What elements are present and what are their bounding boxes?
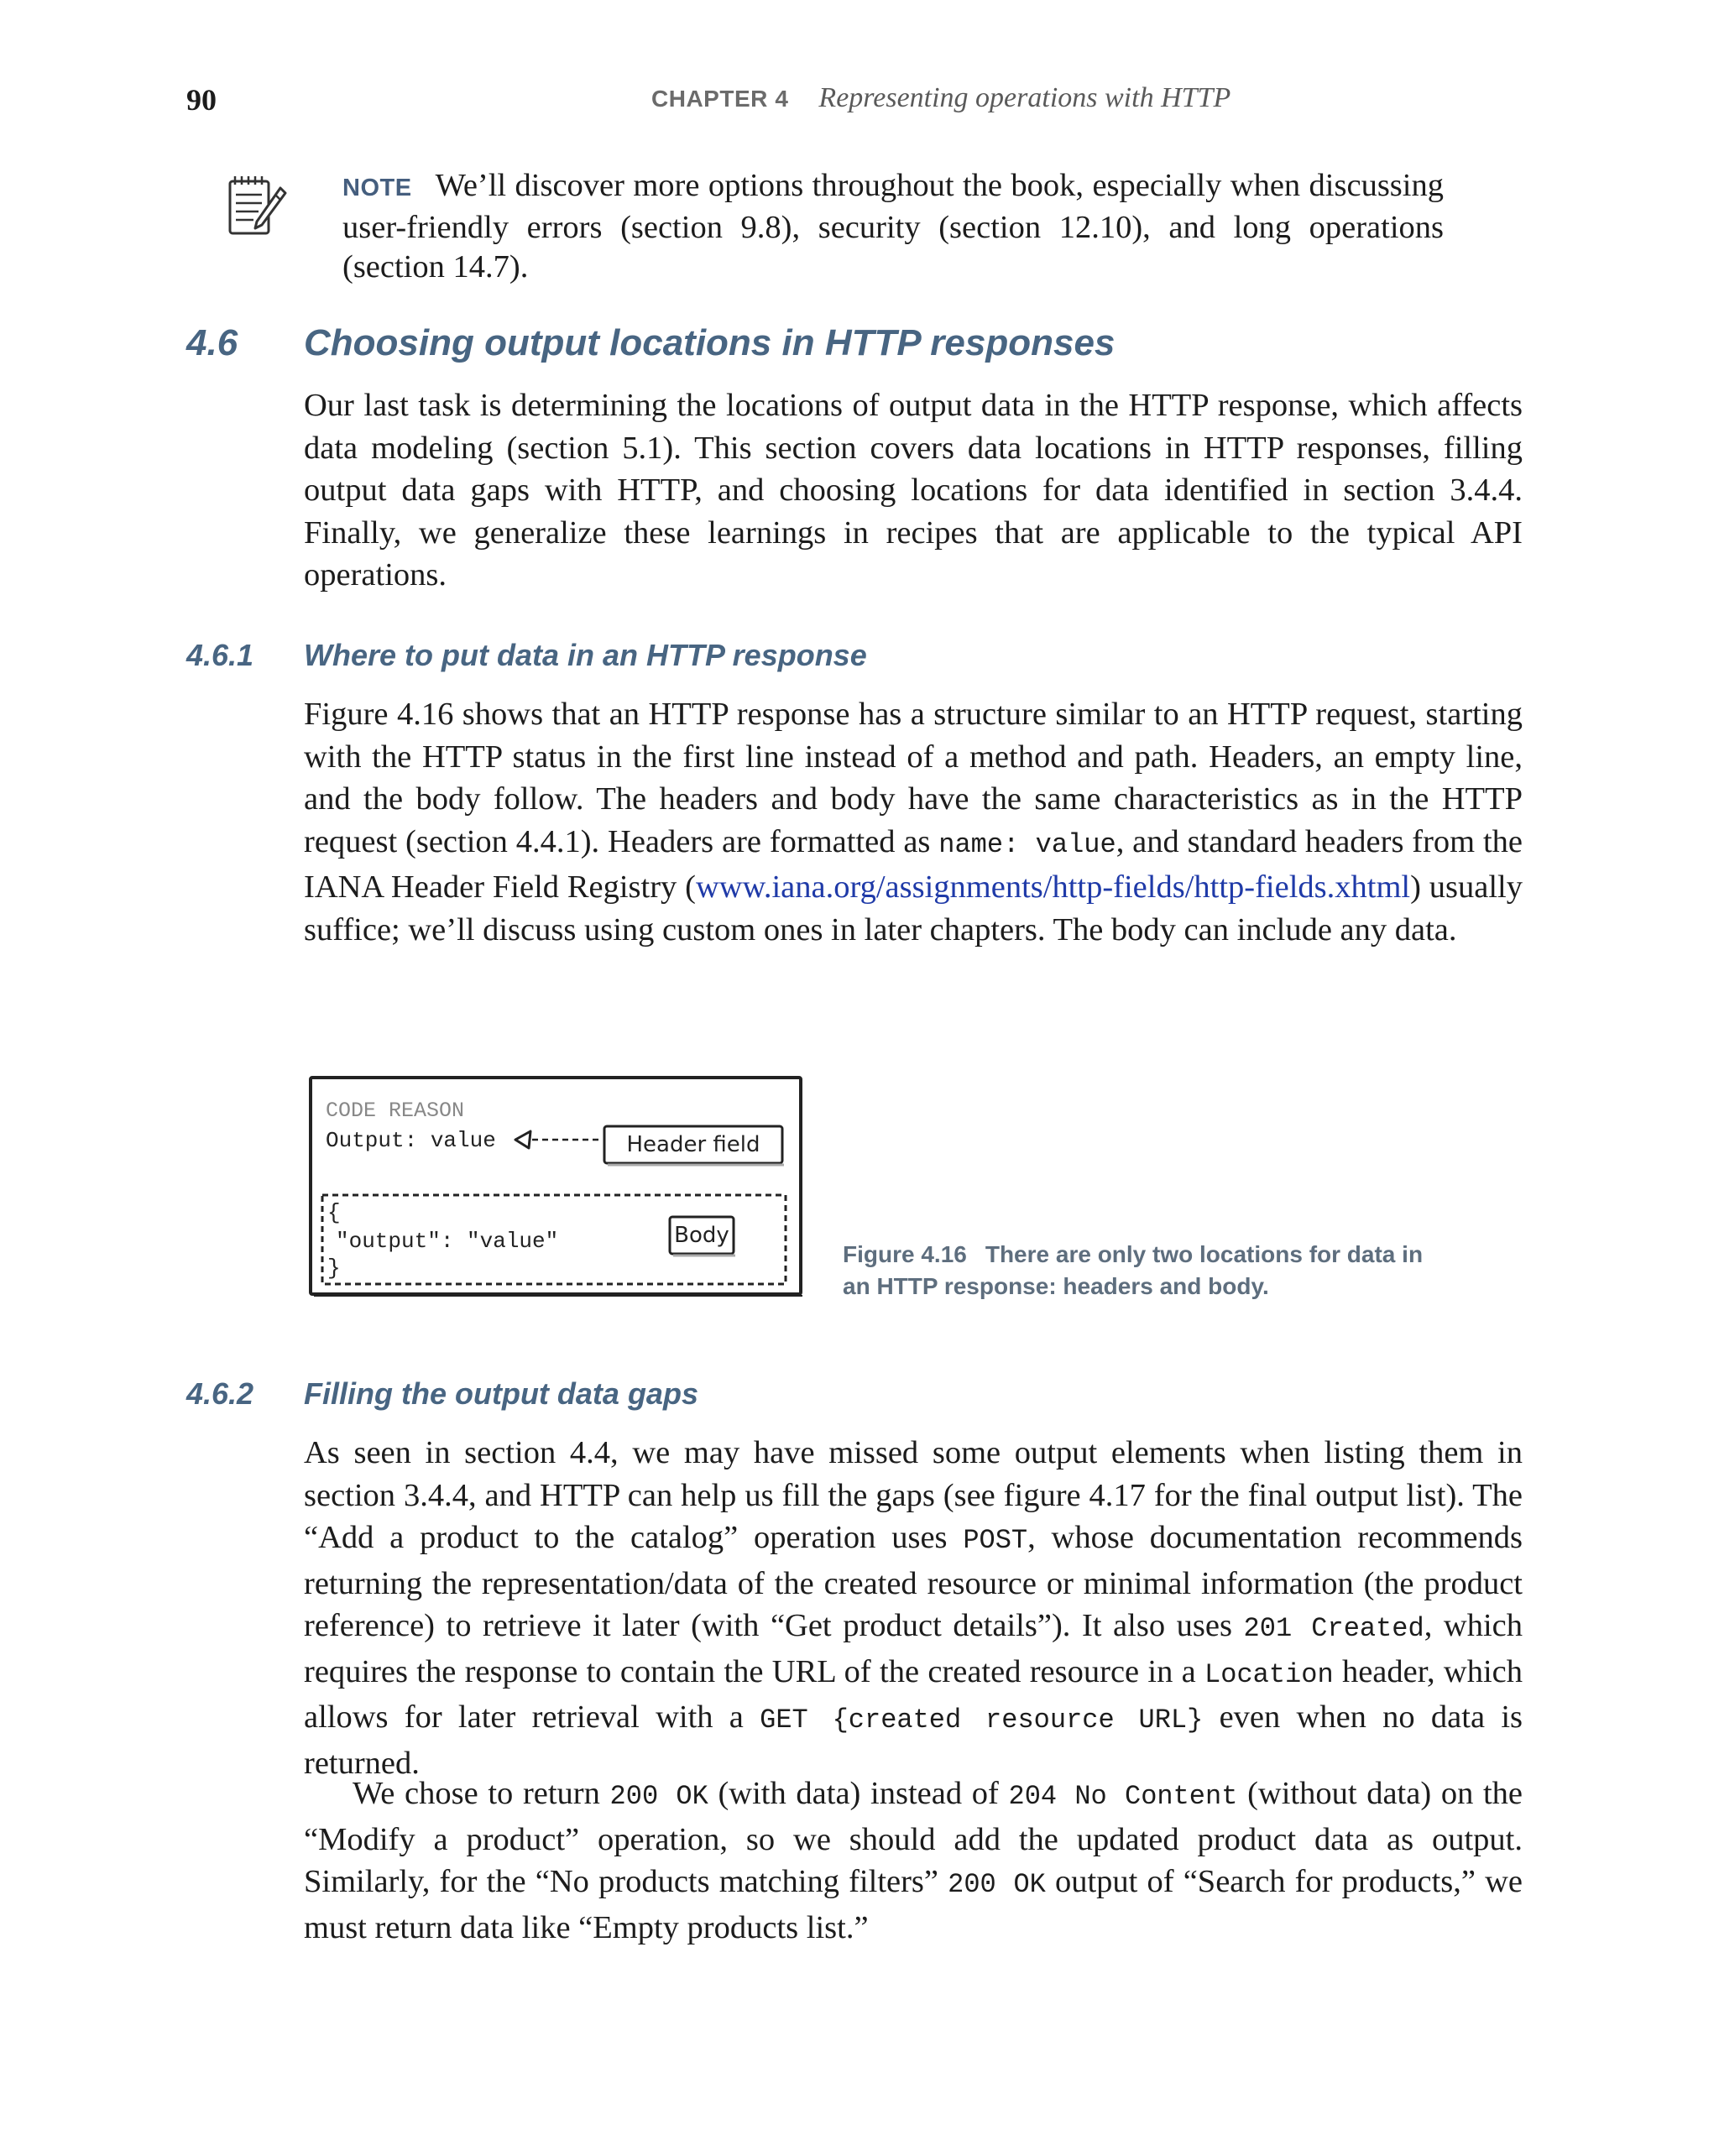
section-paragraph: Our last task is determining the locations of output data in the HTTP response, which affects data modeling (section 5.1). This section covers data locations in HTTP responses, filling output data gaps with HTTP, and choosing locations for data identified in section 3.4.4. Finally, we generalize these learnings in recipes that are applicable to the typical API operations. [304,388,1523,593]
chapter-label: CHAPTER [651,86,768,112]
note-icon [225,173,289,243]
text-run: As seen in section 4.4, we may have missed some output elements when listing them in section 3.4.4, and HTTP can help us fill the gaps (see figure 4.17 for the final output list). The “Add a product to the catalog” operation uses [304,1435,1523,1555]
note-text: We’ll discover more options throughout the book, especially when discussing user-friendly errors (section 9.8), security (section 12.10), and long operations (section 14.7). [342,168,1444,285]
inline-code: GET {created resource URL} [760,1704,1204,1736]
body-open-brace: { [327,1200,341,1225]
text-run: , which requires the response to contain the URL of the created resource in a [304,1608,1523,1689]
text-run: , whose documentation recommends returning the representation/data of the created resource or minimal information (the product reference) to retrieve it later (with “Get product details”). It also uses [304,1520,1523,1643]
section-heading: Choosing output locations in HTTP responses [304,322,1116,363]
chapter-title: Representing operations with HTTP [818,82,1231,113]
text-run: , and standard headers from the IANA Header Field Registry ( [304,823,1523,905]
text-run: even when no data is returned. [304,1699,1523,1781]
body-close-brace: } [327,1255,341,1281]
note-paragraph [342,166,1444,287]
section-number: 4.6 [186,322,238,363]
text-run: output of “Search for products,” we must return data like “Empty products list.” [304,1864,1523,1945]
text-run: (without data) on the “Modify a product” operation, so we should add the updated product data as output. Similarly, for the “No products matching filters” [304,1776,1523,1899]
subsection-number: 4.6.2 [186,1376,254,1411]
inline-code: 204 No Content [1008,1781,1238,1812]
figure-caption-text: There are only two locations for data in an HTTP response: headers and body. [843,1241,1424,1299]
text-run: ) usually suffice; we’ll discuss using custom ones in later chapters. The body can include any data. [304,869,1523,947]
inline-code: 201 Created [1243,1613,1424,1644]
subsection-heading: Filling the output data gaps [304,1376,698,1411]
figure-caption [843,1239,1430,1302]
figure-number: Figure 4.16 [843,1241,967,1267]
subsection-number: 4.6.1 [186,638,254,672]
text-run: header, which allows for later retrieval with a [304,1653,1523,1735]
inline-code: name: value [938,828,1116,860]
note-label: NOTE [342,175,412,201]
inline-code: 200 OK [948,1869,1046,1900]
inline-code: 200 OK [609,1781,708,1812]
http-response-diagram [309,1076,804,1299]
inline-code: Location [1204,1658,1334,1690]
text-run: (with data) instead of [708,1776,1009,1811]
running-header [651,82,1230,114]
status-line: CODE REASON [326,1099,465,1123]
page-number: 90 [186,83,217,117]
subsection-heading: Where to put data in an HTTP response [304,638,867,672]
body-label: Body [674,1223,729,1248]
header-line: Output: value [326,1128,496,1153]
subsection-paragraph [304,1772,1523,1949]
header-field-label: Header field [626,1132,760,1157]
text-run: We chose to return [353,1776,610,1811]
subsection-paragraph [304,1432,1523,1784]
chapter-number: 4 [775,86,788,112]
body-line: "output": "value" [336,1229,559,1254]
iana-link[interactable]: www.iana.org/assignments/http-fields/http-fields.xhtml [695,869,1411,905]
subsection-paragraph [304,693,1523,951]
inline-code: POST [963,1525,1028,1556]
text-run: Figure 4.16 shows that an HTTP response has a structure similar to an HTTP request, starting with the HTTP status in the first line instead of a method and path. Headers, an empty line, and the body follow. The headers and body have the same characteristics as in the HTTP request (section 4.4.1). Headers are formatted as [304,697,1523,859]
